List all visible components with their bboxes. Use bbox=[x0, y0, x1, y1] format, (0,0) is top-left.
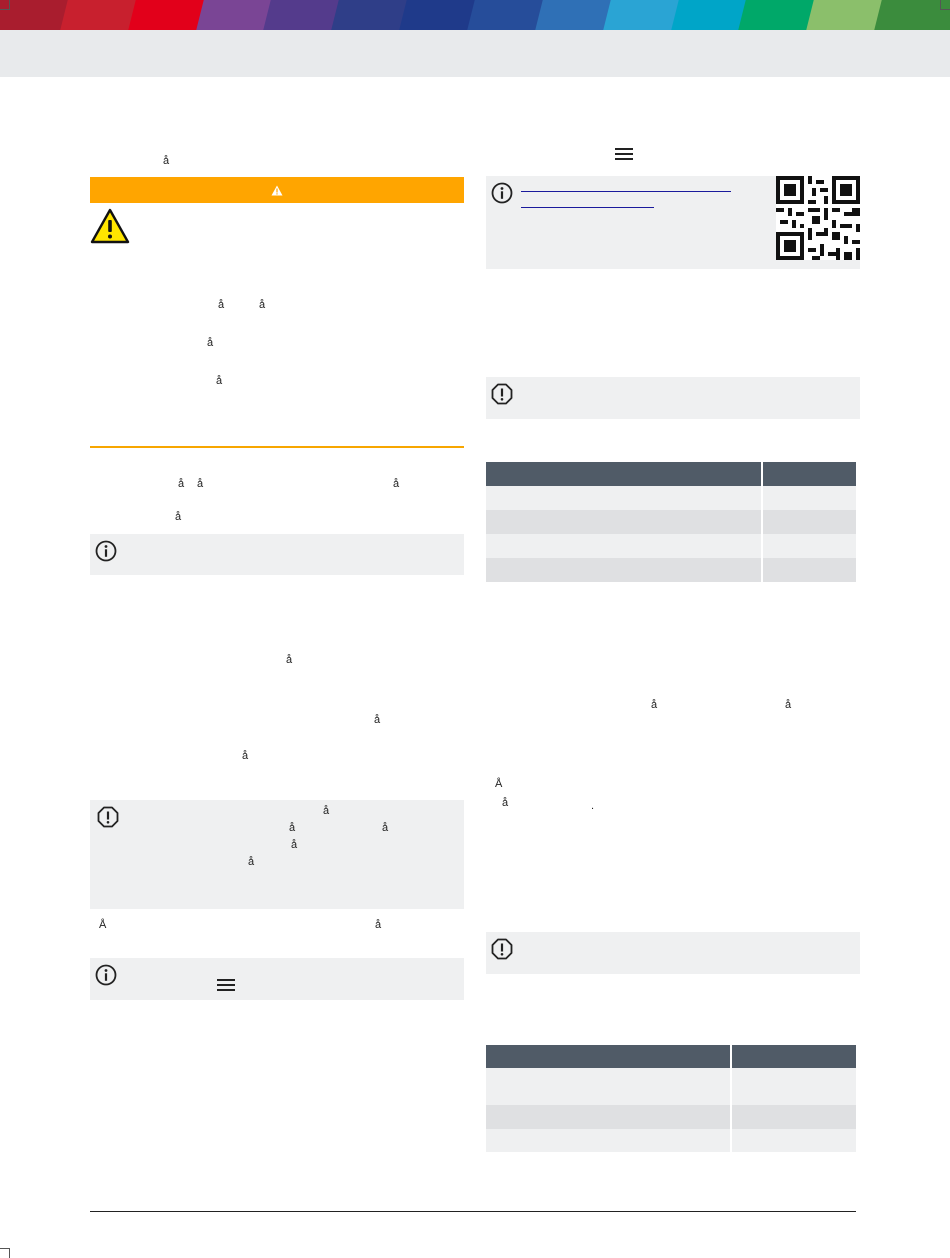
table-cell bbox=[486, 1129, 731, 1152]
web-link[interactable] bbox=[521, 191, 731, 192]
table-row bbox=[486, 1105, 857, 1129]
table-cell bbox=[486, 558, 762, 582]
important-note bbox=[486, 932, 860, 974]
crop-mark bbox=[940, 0, 950, 10]
table-row bbox=[486, 1068, 857, 1105]
note-glyph: å bbox=[382, 822, 389, 834]
body-glyph: å bbox=[374, 714, 381, 726]
step-glyph: å bbox=[259, 299, 266, 311]
brand-color-strip bbox=[0, 0, 950, 30]
intro-glyph: å bbox=[163, 155, 170, 167]
info-icon bbox=[491, 182, 513, 204]
table-header-cell bbox=[486, 462, 762, 486]
step-glyph: å bbox=[218, 299, 225, 311]
table-cell bbox=[486, 534, 762, 558]
table-row bbox=[486, 558, 857, 582]
info-icon bbox=[95, 540, 117, 562]
table-cell bbox=[731, 1129, 857, 1152]
section-glyph: å bbox=[175, 511, 182, 523]
table-cell bbox=[762, 510, 857, 534]
footer-rule bbox=[90, 1211, 856, 1212]
crop-mark bbox=[0, 0, 10, 10]
table-header-cell bbox=[486, 1045, 731, 1068]
table-header-row bbox=[486, 1045, 857, 1068]
table-header-row bbox=[486, 462, 857, 486]
body-glyph: å bbox=[502, 797, 509, 809]
body-glyph: å bbox=[785, 699, 792, 711]
web-link[interactable] bbox=[521, 207, 654, 208]
header-band bbox=[0, 30, 950, 77]
spec-table bbox=[486, 1045, 858, 1152]
crop-mark bbox=[0, 1248, 10, 1258]
important-icon bbox=[491, 383, 513, 405]
table-header-cell bbox=[762, 462, 857, 486]
table-cell bbox=[486, 510, 762, 534]
table-row bbox=[486, 534, 857, 558]
important-icon bbox=[97, 806, 119, 828]
brand-stripe bbox=[874, 0, 950, 30]
important-icon bbox=[491, 938, 513, 960]
warning-banner bbox=[90, 177, 464, 203]
warning-small-icon bbox=[271, 185, 283, 196]
warning-triangle-icon bbox=[90, 208, 130, 244]
section-glyph: å bbox=[178, 478, 185, 490]
info-note bbox=[90, 958, 464, 1000]
menu-icon bbox=[615, 148, 633, 162]
note-glyph: å bbox=[289, 822, 296, 834]
step-glyph: å bbox=[216, 375, 223, 387]
section-glyph: å bbox=[393, 478, 400, 490]
table-cell bbox=[762, 558, 857, 582]
after-note-glyph: Å bbox=[99, 919, 107, 931]
after-note-glyph: å bbox=[375, 919, 382, 931]
table-cell bbox=[486, 1105, 731, 1129]
body-glyph: å bbox=[242, 750, 249, 762]
table-cell bbox=[762, 534, 857, 558]
body-glyph: å bbox=[286, 654, 293, 666]
body-glyph: . bbox=[591, 800, 595, 812]
note-glyph: å bbox=[248, 856, 255, 868]
body-glyph: å bbox=[651, 699, 658, 711]
table-cell bbox=[486, 1068, 731, 1105]
spec-table bbox=[486, 462, 858, 582]
qr-code-icon bbox=[776, 176, 860, 260]
table-cell bbox=[762, 486, 857, 510]
table-row bbox=[486, 486, 857, 510]
note-glyph: å bbox=[323, 805, 330, 817]
important-note bbox=[486, 377, 860, 419]
table-cell bbox=[731, 1105, 857, 1129]
info-icon bbox=[95, 964, 117, 986]
step-glyph: å bbox=[207, 337, 214, 349]
menu-icon bbox=[217, 979, 235, 993]
note-glyph: å bbox=[291, 839, 298, 851]
body-glyph: Å bbox=[495, 778, 503, 790]
important-note bbox=[90, 800, 464, 909]
info-note bbox=[90, 534, 464, 575]
table-row bbox=[486, 510, 857, 534]
table-cell bbox=[731, 1068, 857, 1105]
section-glyph: å bbox=[197, 478, 204, 490]
section-divider bbox=[90, 446, 464, 448]
table-cell bbox=[486, 486, 762, 510]
table-header-cell bbox=[731, 1045, 857, 1068]
table-row bbox=[486, 1129, 857, 1152]
